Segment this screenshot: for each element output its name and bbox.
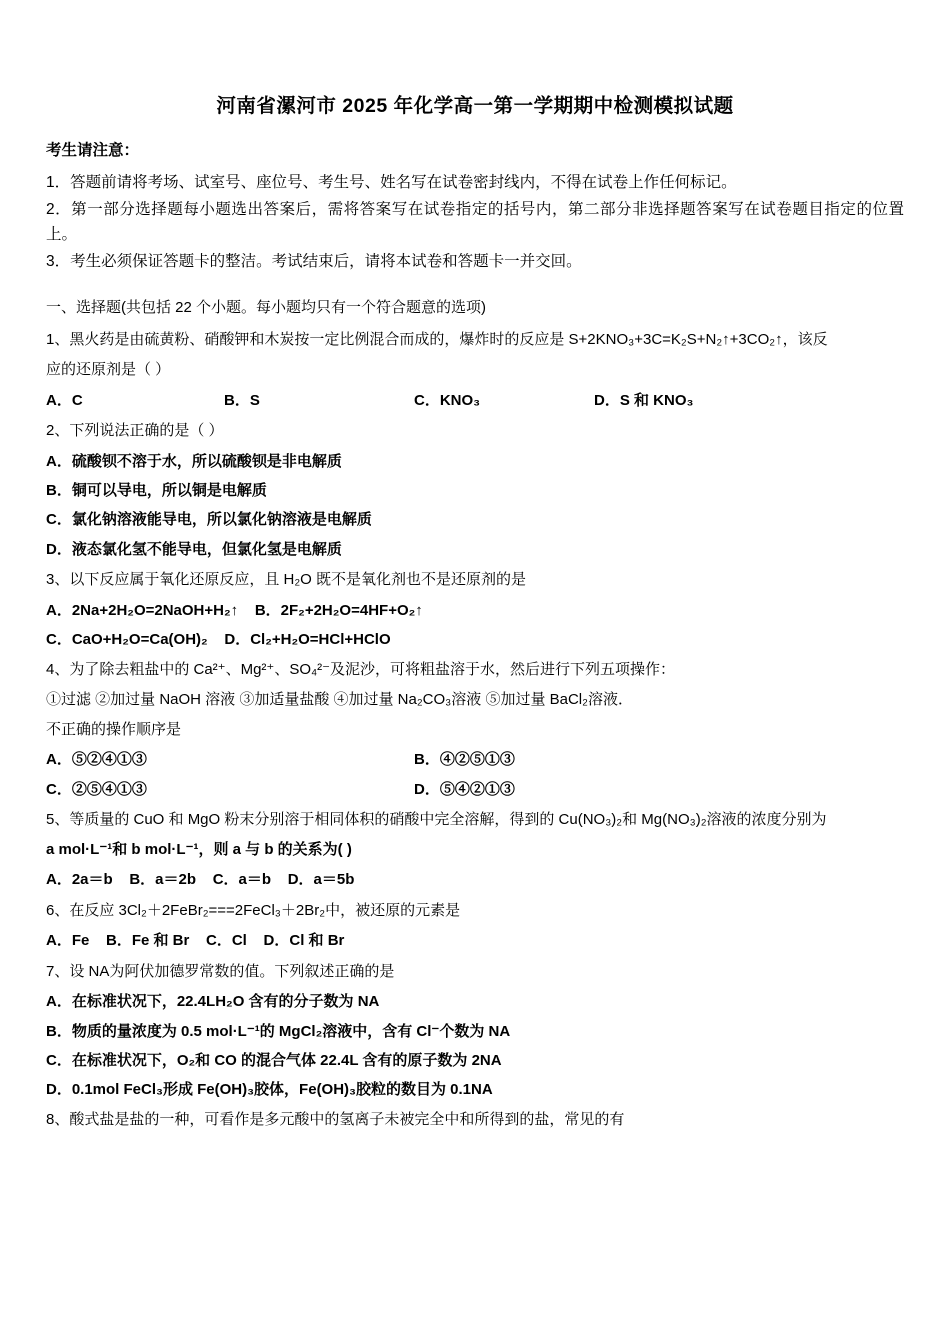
question-3-options-cd[interactable]: C．CaO+H₂O=Ca(OH)₂ D．Cl₂+H₂O=HCl+HClO <box>46 630 391 648</box>
question-3-options-ab[interactable]: A．2Na+2H₂O=2NaOH+H₂↑ B．2F₂+2H₂O=4HF+O₂↑ <box>46 601 423 619</box>
question-3-number: 3、 <box>46 570 70 588</box>
question-4-options-row-2 <box>46 775 904 804</box>
section-heading: 一、选择题(共包括 22 个小题。每小题均只有一个符合题意的选项) <box>46 299 487 317</box>
question-4-text: 为了除去粗盐中的 Ca²⁺、Mg²⁺、SO₄²⁻及泥沙，可将粗盐溶于水，然后进行下列五项操作： <box>69 661 676 679</box>
question-2-option-b[interactable]: B．铜可以导电，所以铜是电解质 <box>46 482 267 500</box>
question-7-option-d[interactable]: D．0.1mol FeCl₃形成 Fe(OH)₃胶体，Fe(OH)₃胶粒的数目为 0.1NA <box>46 1081 493 1099</box>
question-7-option-c[interactable]: C．在标准状况下，O₂和 CO 的混合气体 22.4L 含有的原子数为 2NA <box>46 1051 502 1069</box>
question-2 <box>46 417 904 564</box>
question-7-stem <box>46 958 904 986</box>
question-1-options <box>46 386 904 415</box>
question-7-option-a[interactable]: A．在标准状况下，22.4LH₂O 含有的分子数为 NA <box>46 993 380 1011</box>
question-5-stem <box>46 806 904 834</box>
question-8-number: 8、 <box>46 1111 70 1129</box>
question-3 <box>46 566 904 654</box>
question-3-stem <box>46 566 904 594</box>
question-4-option-b[interactable]: B．④②⑤①③ <box>414 751 515 769</box>
question-1-option-b[interactable]: B．S <box>224 391 260 409</box>
question-4 <box>46 656 904 804</box>
question-5-text: 等质量的 CuO 和 MgO 粉末分别溶于相同体积的硝酸中完全溶解，得到的 Cu(NO₃)₂和 Mg(NO₃)₂溶液的浓度分别为 <box>69 810 827 828</box>
question-8 <box>46 1106 904 1134</box>
question-1-option-d[interactable]: D．S 和 KNO₃ <box>594 391 694 409</box>
notice-heading: 考生请注意： <box>46 142 140 160</box>
question-5-stem-cont: a mol·L⁻¹和 b mol·L⁻¹，则 a 与 b 的关系为( ) <box>46 840 352 858</box>
question-6 <box>46 897 904 956</box>
question-1-option-c[interactable]: C．KNO₃ <box>414 391 481 409</box>
question-2-text: 下列说法正确的是（ ） <box>69 422 224 440</box>
question-4-number: 4、 <box>46 661 70 679</box>
question-1-stem <box>46 326 904 354</box>
question-5-number: 5、 <box>46 810 70 828</box>
question-7-text: 设 NA为阿伏加德罗常数的值。下列叙述正确的是 <box>69 962 395 980</box>
notice-line-1: 1．答题前请将考场、试室号、座位号、考生号、姓名写在试卷密封线内，不得在试卷上作任何标记。 <box>46 174 737 192</box>
question-1 <box>46 326 904 415</box>
question-6-stem <box>46 897 904 925</box>
question-7-number: 7、 <box>46 962 70 980</box>
question-5-options[interactable]: A．2a＝b B．a＝2b C．a＝b D．a＝5b <box>46 871 355 889</box>
question-2-number: 2、 <box>46 422 70 440</box>
question-4-options-row-1 <box>46 745 904 774</box>
question-1-number: 1、 <box>46 331 70 349</box>
notice-line-2: 2．第一部分选择题每小题选出答案后，需将答案写在试卷指定的括号内，第二部分非选择题答案写在试卷题目指定的位置上。 <box>46 201 904 244</box>
question-2-option-c[interactable]: C．氯化钠溶液能导电，所以氯化钠溶液是电解质 <box>46 511 372 529</box>
question-8-text: 酸式盐是盐的一种，可看作是多元酸中的氢离子未被完全中和所得到的盐，常见的有 <box>69 1111 625 1129</box>
question-7-option-b[interactable]: B．物质的量浓度为 0.5 mol·L⁻¹的 MgCl₂溶液中，含有 Cl⁻个数为 NA <box>46 1022 511 1040</box>
notice-line-3: 3．考生必须保证答题卡的整洁。考试结束后，请将本试卷和答题卡一并交回。 <box>46 253 582 271</box>
question-3-text: 以下反应属于氧化还原反应，且 H₂O 既不是氧化剂也不是还原剂的是 <box>69 570 527 588</box>
question-2-stem <box>46 417 904 445</box>
question-4-option-d[interactable]: D．⑤④②①③ <box>414 780 515 798</box>
question-2-option-d[interactable]: D．液态氯化氢不能导电，但氯化氢是电解质 <box>46 540 342 558</box>
question-1-option-a[interactable]: A．C <box>46 391 83 409</box>
question-6-number: 6、 <box>46 901 70 919</box>
question-8-stem <box>46 1106 904 1134</box>
page-title: 河南省漯河市 2025 年化学高一第一学期期中检测模拟试题 <box>216 95 734 117</box>
question-6-options[interactable]: A．Fe B．Fe 和 Br C．Cl D．Cl 和 Br <box>46 932 345 950</box>
question-1-text: 黑火药是由硫黄粉、硝酸钾和木炭按一定比例混合而成的，爆炸时的反应是 S+2KNO₃+3C=K₂S+N₂↑+3CO₂↑，该反 <box>69 331 828 349</box>
question-2-option-a[interactable]: A．硫酸钡不溶于水，所以硫酸钡是非电解质 <box>46 452 342 470</box>
question-4-stem <box>46 656 904 684</box>
question-6-text: 在反应 3Cl₂＋2FeBr₂===2FeCl₃＋2Br₂中，被还原的元素是 <box>69 901 461 919</box>
question-4-stem-cont: ①过滤 ②加过量 NaOH 溶液 ③加适量盐酸 ④加过量 Na₂CO₃溶液 ⑤加过量 BaCl₂溶液． <box>46 690 633 708</box>
question-5 <box>46 806 904 895</box>
question-4-option-c[interactable]: C．②⑤④①③ <box>46 780 147 798</box>
question-7 <box>46 958 904 1105</box>
question-4-stem-cont2: 不正确的操作顺序是 <box>46 720 182 738</box>
question-4-option-a[interactable]: A．⑤②④①③ <box>46 751 147 769</box>
question-1-stem-cont: 应的还原剂是（ ） <box>46 361 171 379</box>
